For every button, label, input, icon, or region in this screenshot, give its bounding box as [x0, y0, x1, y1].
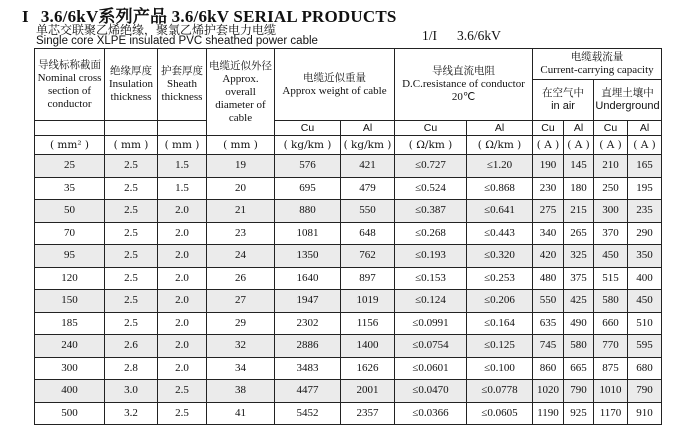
cell-ground-al: 290	[628, 222, 662, 245]
cell-weight-cu: 5452	[275, 402, 341, 425]
cell-resistance-al: ≤0.253	[467, 267, 533, 290]
cell-ground-al: 910	[628, 402, 662, 425]
cell-weight-al: 897	[341, 267, 395, 290]
cell-cross-section: 120	[35, 267, 105, 290]
cell-sheath: 2.5	[158, 402, 207, 425]
cell-air-al: 375	[564, 267, 594, 290]
unit-resistance-al: ( Ω/km )	[467, 136, 533, 155]
header-current: 电缆载流量 Current-carrying capacity	[533, 49, 662, 80]
cell-air-al: 180	[564, 177, 594, 200]
table-row	[35, 357, 662, 380]
unit-resistance-cu: ( Ω/km )	[395, 136, 467, 155]
unit-air-al: ( A )	[564, 136, 594, 155]
cell-weight-al: 1626	[341, 357, 395, 380]
cell-cross-section: 500	[35, 402, 105, 425]
cell-diameter: 38	[207, 380, 275, 403]
cell-insulation: 2.5	[105, 267, 158, 290]
cell-air-al: 790	[564, 380, 594, 403]
cell-resistance-al: ≤0.0778	[467, 380, 533, 403]
code-voltage: 3.6/6kV	[457, 28, 501, 43]
cell-ground-cu: 875	[594, 357, 628, 380]
cell-ground-cu: 770	[594, 335, 628, 358]
cell-weight-cu: 2886	[275, 335, 341, 358]
cell-diameter: 34	[207, 357, 275, 380]
cell-ground-al: 195	[628, 177, 662, 200]
cell-insulation: 2.8	[105, 357, 158, 380]
cell-resistance-cu: ≤0.153	[395, 267, 467, 290]
unit-sheath: ( mm )	[158, 136, 207, 155]
cell-ground-cu: 660	[594, 312, 628, 335]
header-ground-al: Al	[628, 121, 662, 136]
code-type: 1/I	[422, 28, 437, 43]
cell-resistance-cu: ≤0.0991	[395, 312, 467, 335]
cell-cross-section: 185	[35, 312, 105, 335]
cell-cross-section: 50	[35, 200, 105, 223]
table-row	[35, 402, 662, 425]
cell-air-cu: 635	[533, 312, 564, 335]
cell-air-cu: 1020	[533, 380, 564, 403]
cell-insulation: 2.5	[105, 245, 158, 268]
cell-insulation: 2.6	[105, 335, 158, 358]
cell-sheath: 2.0	[158, 290, 207, 313]
cell-air-al: 325	[564, 245, 594, 268]
cell-weight-cu: 2302	[275, 312, 341, 335]
cell-resistance-al: ≤0.206	[467, 290, 533, 313]
header-insulation: 绝缘厚度 Insulation thickness	[105, 49, 158, 121]
cell-weight-al: 1019	[341, 290, 395, 313]
cell-sheath: 2.0	[158, 267, 207, 290]
cell-ground-cu: 1010	[594, 380, 628, 403]
header-air-al: Al	[564, 121, 594, 136]
header-resistance-cu: Cu	[395, 121, 467, 136]
cell-insulation: 2.5	[105, 312, 158, 335]
cell-diameter: 32	[207, 335, 275, 358]
cell-weight-al: 550	[341, 200, 395, 223]
cell-sheath: 2.0	[158, 357, 207, 380]
cell-air-al: 215	[564, 200, 594, 223]
cell-resistance-cu: ≤0.0470	[395, 380, 467, 403]
unit-air-cu: ( A )	[533, 136, 564, 155]
cell-air-cu: 745	[533, 335, 564, 358]
cell-weight-al: 762	[341, 245, 395, 268]
cell-resistance-cu: ≤0.268	[395, 222, 467, 245]
table-row	[35, 290, 662, 313]
cell-cross-section: 70	[35, 222, 105, 245]
unit-weight-al: ( kg/km )	[341, 136, 395, 155]
header-spacer	[35, 121, 105, 136]
cell-resistance-cu: ≤0.0601	[395, 357, 467, 380]
cell-resistance-al: ≤1.20	[467, 155, 533, 178]
cell-air-al: 425	[564, 290, 594, 313]
cell-weight-cu: 1350	[275, 245, 341, 268]
cell-cross-section: 25	[35, 155, 105, 178]
cell-diameter: 41	[207, 402, 275, 425]
cell-cross-section: 400	[35, 380, 105, 403]
cell-sheath: 2.0	[158, 335, 207, 358]
cell-cross-section: 300	[35, 357, 105, 380]
cell-resistance-al: ≤0.125	[467, 335, 533, 358]
cell-diameter: 29	[207, 312, 275, 335]
product-code	[422, 28, 501, 44]
cell-ground-cu: 1170	[594, 402, 628, 425]
spec-table-body	[35, 155, 662, 425]
header-diameter: 电缆近似外径 Approx. overall diameter of cable	[207, 49, 275, 136]
cell-air-al: 665	[564, 357, 594, 380]
cell-ground-cu: 210	[594, 155, 628, 178]
cell-resistance-al: ≤0.641	[467, 200, 533, 223]
header-weight: 电缆近似重量 Approx weight of cable	[275, 49, 395, 121]
header-weight-cu: Cu	[275, 121, 341, 136]
header-air-cu: Cu	[533, 121, 564, 136]
cell-ground-cu: 370	[594, 222, 628, 245]
unit-weight-cu: ( kg/km )	[275, 136, 341, 155]
table-row	[35, 177, 662, 200]
cell-ground-al: 450	[628, 290, 662, 313]
cell-air-al: 925	[564, 402, 594, 425]
subtitle-english: Single core XLPE insulated PVC sheathed power cable	[36, 35, 318, 47]
cell-air-cu: 275	[533, 200, 564, 223]
cell-resistance-cu: ≤0.0366	[395, 402, 467, 425]
title-text: 3.6/6kV系列产品 3.6/6kV SERIAL PRODUCTS	[40, 7, 397, 26]
section-number: I	[22, 7, 29, 26]
cell-weight-al: 2001	[341, 380, 395, 403]
cell-resistance-cu: ≤0.727	[395, 155, 467, 178]
table-row	[35, 312, 662, 335]
table-row	[35, 155, 662, 178]
cell-weight-al: 479	[341, 177, 395, 200]
cell-insulation: 3.0	[105, 380, 158, 403]
cell-insulation: 2.5	[105, 200, 158, 223]
cell-weight-al: 648	[341, 222, 395, 245]
unit-ground-cu: ( A )	[594, 136, 628, 155]
cell-ground-al: 165	[628, 155, 662, 178]
cell-cross-section: 150	[35, 290, 105, 313]
cell-weight-cu: 695	[275, 177, 341, 200]
cell-air-cu: 860	[533, 357, 564, 380]
header-sheath: 护套厚度 Sheath thickness	[158, 49, 207, 121]
cell-weight-al: 2357	[341, 402, 395, 425]
cell-insulation: 2.5	[105, 177, 158, 200]
table-row	[35, 335, 662, 358]
cell-ground-cu: 250	[594, 177, 628, 200]
cell-ground-al: 510	[628, 312, 662, 335]
spec-table	[34, 48, 662, 425]
cell-resistance-al: ≤0.320	[467, 245, 533, 268]
cell-sheath: 2.0	[158, 245, 207, 268]
cell-sheath: 2.0	[158, 312, 207, 335]
cell-resistance-al: ≤0.164	[467, 312, 533, 335]
cell-weight-cu: 1081	[275, 222, 341, 245]
cell-sheath: 1.5	[158, 177, 207, 200]
table-row	[35, 245, 662, 268]
cell-air-cu: 340	[533, 222, 564, 245]
cell-air-al: 490	[564, 312, 594, 335]
table-row	[35, 200, 662, 223]
cell-ground-al: 235	[628, 200, 662, 223]
header-underground: 直埋土壤中 Underground	[594, 80, 662, 121]
cell-diameter: 26	[207, 267, 275, 290]
cell-air-cu: 480	[533, 267, 564, 290]
cell-air-cu: 1190	[533, 402, 564, 425]
unit-ground-al: ( A )	[628, 136, 662, 155]
header-cross-section: 导线标称截面 Nominal cross section of conductor	[35, 49, 105, 121]
header-resistance: 导线直流电阻 D.C.resistance of conductor 20℃	[395, 49, 533, 121]
cell-weight-cu: 4477	[275, 380, 341, 403]
cell-cross-section: 35	[35, 177, 105, 200]
cell-ground-cu: 515	[594, 267, 628, 290]
cell-ground-al: 790	[628, 380, 662, 403]
table-row	[35, 222, 662, 245]
header-resistance-al: Al	[467, 121, 533, 136]
cell-ground-al: 680	[628, 357, 662, 380]
cell-air-cu: 550	[533, 290, 564, 313]
cell-air-cu: 420	[533, 245, 564, 268]
cell-ground-cu: 580	[594, 290, 628, 313]
cell-cross-section: 95	[35, 245, 105, 268]
unit-insulation: ( mm )	[105, 136, 158, 155]
cell-diameter: 24	[207, 245, 275, 268]
cell-weight-cu: 1947	[275, 290, 341, 313]
cell-weight-cu: 1640	[275, 267, 341, 290]
cell-air-cu: 230	[533, 177, 564, 200]
cell-resistance-cu: ≤0.524	[395, 177, 467, 200]
cell-diameter: 27	[207, 290, 275, 313]
cell-insulation: 3.2	[105, 402, 158, 425]
header-in-air: 在空气中 in air	[533, 80, 594, 121]
cell-resistance-al: ≤0.0605	[467, 402, 533, 425]
header-spacer	[105, 121, 158, 136]
cell-weight-cu: 880	[275, 200, 341, 223]
cell-ground-cu: 450	[594, 245, 628, 268]
cell-air-al: 580	[564, 335, 594, 358]
table-row	[35, 380, 662, 403]
cell-resistance-cu: ≤0.387	[395, 200, 467, 223]
cell-resistance-al: ≤0.443	[467, 222, 533, 245]
cell-weight-cu: 3483	[275, 357, 341, 380]
cell-diameter: 21	[207, 200, 275, 223]
cell-resistance-al: ≤0.100	[467, 357, 533, 380]
cell-sheath: 2.5	[158, 380, 207, 403]
cell-air-cu: 190	[533, 155, 564, 178]
cell-diameter: 20	[207, 177, 275, 200]
cell-resistance-cu: ≤0.0754	[395, 335, 467, 358]
cell-resistance-al: ≤0.868	[467, 177, 533, 200]
cell-diameter: 19	[207, 155, 275, 178]
cell-weight-cu: 576	[275, 155, 341, 178]
cell-air-al: 265	[564, 222, 594, 245]
cell-ground-al: 595	[628, 335, 662, 358]
table-row	[35, 267, 662, 290]
cell-insulation: 2.5	[105, 155, 158, 178]
cell-insulation: 2.5	[105, 222, 158, 245]
cell-sheath: 1.5	[158, 155, 207, 178]
cell-sheath: 2.0	[158, 200, 207, 223]
cell-resistance-cu: ≤0.124	[395, 290, 467, 313]
header-weight-al: Al	[341, 121, 395, 136]
cell-sheath: 2.0	[158, 222, 207, 245]
cell-ground-al: 400	[628, 267, 662, 290]
unit-cross-section: ( mm² )	[35, 136, 105, 155]
cell-resistance-cu: ≤0.193	[395, 245, 467, 268]
subtitle-chinese: 单芯交联聚乙烯绝缘，聚氯乙烯护套电力电缆	[36, 23, 277, 37]
cell-weight-al: 1400	[341, 335, 395, 358]
cell-air-al: 145	[564, 155, 594, 178]
cell-ground-al: 350	[628, 245, 662, 268]
cell-insulation: 2.5	[105, 290, 158, 313]
cell-weight-al: 1156	[341, 312, 395, 335]
header-ground-cu: Cu	[594, 121, 628, 136]
cell-cross-section: 240	[35, 335, 105, 358]
cell-weight-al: 421	[341, 155, 395, 178]
cell-ground-cu: 300	[594, 200, 628, 223]
unit-diameter: ( mm )	[207, 136, 275, 155]
cell-diameter: 23	[207, 222, 275, 245]
header-spacer	[158, 121, 207, 136]
